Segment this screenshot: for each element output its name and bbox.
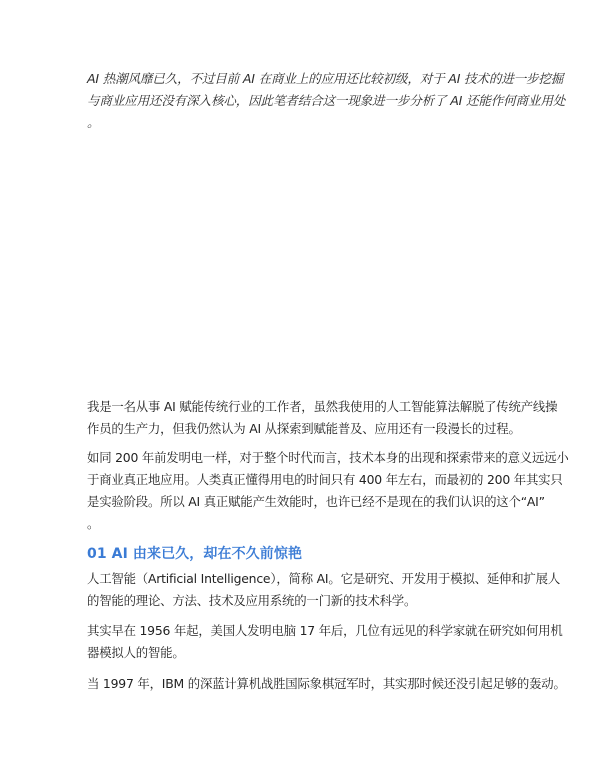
paragraph-line: 人工智能（Artificial Intelligence），简称 AI。它是研究、开发用于模拟、延伸和扩展人 <box>87 571 561 586</box>
paragraph-line: 。 <box>87 516 100 531</box>
paragraph-4 <box>87 620 563 664</box>
paragraph-2 <box>87 447 569 535</box>
paragraph-line: 于商业真正地应用。人类真正懂得用电的时间只有 400 年左右，而最初的 200 年其实只 <box>87 472 563 487</box>
paragraph-line: 如同 200 年前发明电一样，对于整个时代而言，技术本身的出现和探索带来的意义远远小 <box>87 450 569 465</box>
paragraph-3 <box>87 568 561 612</box>
paragraph-line: 我是一名从事 AI 赋能传统行业的工作者，虽然我使用的人工智能算法解脱了传统产线操 <box>87 399 558 414</box>
intro-line: 。 <box>87 115 100 130</box>
intro-paragraph <box>87 68 566 134</box>
paragraph-5 <box>87 673 566 695</box>
paragraph-1 <box>87 396 558 440</box>
paragraph-line: 其实早在 1956 年起，美国人发明电脑 17 年后，几位有远见的科学家就在研究如何用机 <box>87 623 563 638</box>
section-heading: 01 AI 由来已久，却在不久前惊艳 <box>87 546 303 562</box>
paragraph-line: 是实验阶段。所以 AI 真正赋能产生效能时，也许已经不是现在的我们认识的这个“AI” <box>87 494 545 509</box>
intro-line: AI 热潮风靡已久，不过目前 AI 在商业上的应用还比较初级，对于 AI 技术的进一步挖掘 <box>87 71 564 86</box>
paragraph-line: 器模拟人的智能。 <box>87 645 185 660</box>
paragraph-line: 的智能的理论、方法、技术及应用系统的一门新的技术科学。 <box>87 593 417 608</box>
paragraph-line: 作员的生产力，但我仍然认为 AI 从探索到赋能普及、应用还有一段漫长的过程。 <box>87 421 521 436</box>
intro-line: 与商业应用还没有深入核心，因此笔者结合这一现象进一步分析了 AI 还能作何商业用处 <box>87 93 566 108</box>
paragraph-line: 当 1997 年，IBM 的深蓝计算机战胜国际象棋冠军时，其实那时候还没引起足够的轰动。 <box>87 676 566 691</box>
